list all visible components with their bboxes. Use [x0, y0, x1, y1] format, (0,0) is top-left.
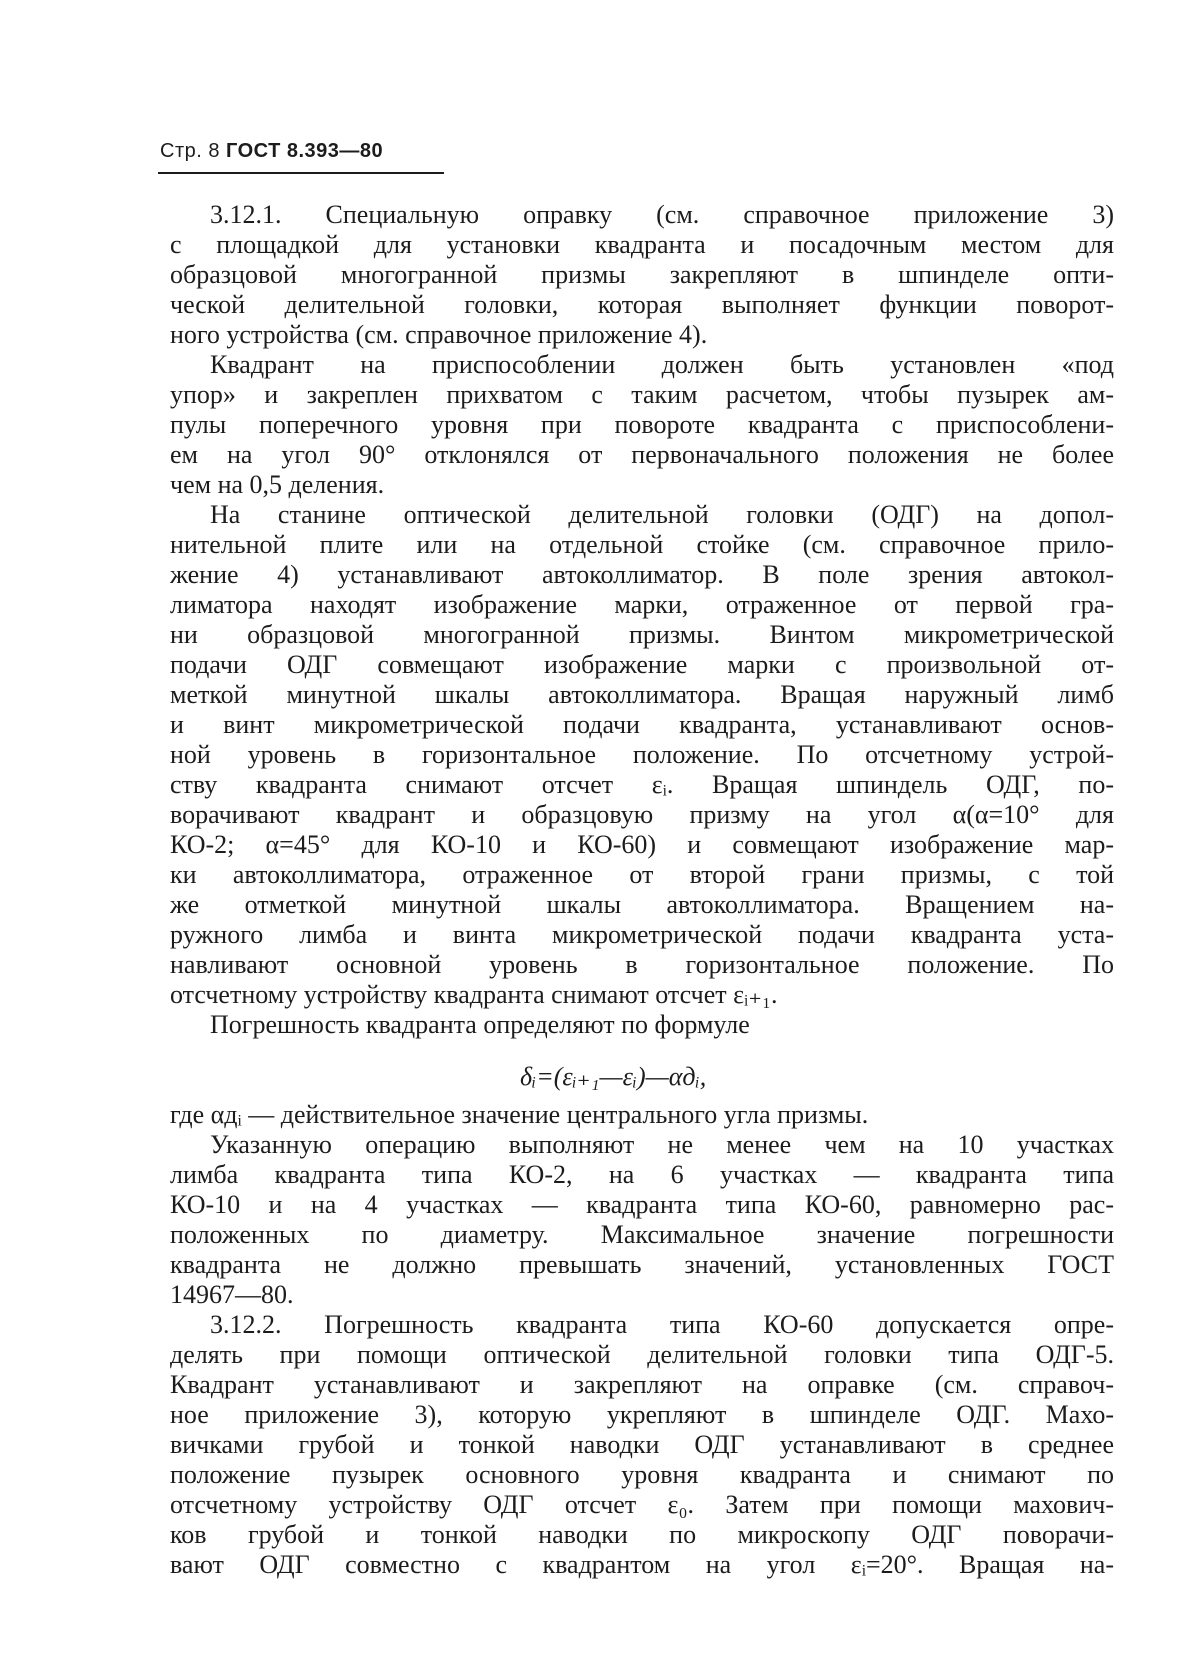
text-line: КО-2; α=45° для КО-10 и КО-60) и совмещают изображение мар-	[170, 830, 1114, 859]
text-line: подачи ОДГ совмещают изображение марки с произвольной от-	[170, 650, 1114, 679]
text-line: лимба квадранта типа КО-2, на 6 участках — квадранта типа	[170, 1160, 1114, 1189]
text-line: На станине оптической делительной головки (ОДГ) на допол-	[210, 500, 1114, 529]
text-line: жение 4) устанавливают автоколлиматор. В поле зрения автокол-	[170, 560, 1114, 589]
text-line: лиматора находят изображение марки, отраженное от первой гра-	[170, 590, 1114, 619]
text-line: меткой минутной шкалы автоколлиматора. Вращая наружный лимб	[170, 680, 1114, 709]
page-header	[160, 140, 383, 163]
text-line: ного устройства (см. справочное приложение 4).	[170, 320, 708, 349]
text-line: делять при помощи оптической делительной головки типа ОДГ-5.	[170, 1340, 1114, 1369]
text-line: вичками грубой и тонкой наводки ОДГ устанавливают в среднее	[170, 1430, 1114, 1459]
text-line: чем на 0,5 деления.	[170, 470, 385, 499]
text-line: ем на угол 90° отклонялся от первоначального положения не более	[170, 440, 1114, 469]
text-line: КО-10 и на 4 участках — квадранта типа КО-60, равномерно рас-	[170, 1190, 1114, 1219]
text-line: же отметкой минутной шкалы автоколлиматора. Вращением на-	[170, 890, 1114, 919]
text-line: ческой делительной головки, которая выполняет функции поворот-	[170, 290, 1114, 319]
text-line: с площадкой для установки квадранта и посадочным местом для	[170, 230, 1114, 259]
text-line: ков грубой и тонкой наводки по микроскопу ОДГ поворачи-	[170, 1520, 1114, 1549]
text-line: вают ОДГ совместно с квадрантом на угол εᵢ=20°. Вращая на-	[170, 1550, 1114, 1579]
text-line: отсчетному устройству квадранта снимают отсчет εᵢ₊₁.	[170, 980, 778, 1009]
text-line: упор» и закреплен прихватом с таким расчетом, чтобы пузырек ам-	[170, 380, 1114, 409]
text-line: ной уровень в горизонтальное положение. По отсчетному устрой-	[170, 740, 1114, 769]
text-line: квадранта не должно превышать значений, установленных ГОСТ	[170, 1250, 1114, 1279]
text-line: и винт микрометрической подачи квадранта, устанавливают основ-	[170, 710, 1114, 739]
text-line: положенных по диаметру. Максимальное значение погрешности	[170, 1220, 1114, 1249]
text-line: пулы поперечного уровня при повороте квадранта с приспособлени-	[170, 410, 1114, 439]
text-line: Квадрант на приспособлении должен быть установлен «под	[210, 350, 1114, 379]
page-number: Стр. 8	[160, 140, 220, 162]
text-line: образцовой многогранной призмы закрепляют в шпинделе опти-	[170, 260, 1114, 289]
text-line: Погрешность квадранта определяют по формуле	[210, 1010, 750, 1039]
text-line: Квадрант устанавливают и закрепляют на оправке (см. справоч-	[170, 1370, 1114, 1399]
text-line: ружного лимба и винта микрометрической подачи квадранта уста-	[170, 920, 1114, 949]
header-rule	[158, 172, 444, 174]
text-line: Указанную операцию выполняют не менее чем на 10 участках	[210, 1130, 1114, 1159]
text-line: ворачивают квадрант и образцовую призму на угол α(α=10° для	[170, 800, 1114, 829]
text-line: 3.12.1. Специальную оправку (см. справочное приложение 3)	[210, 200, 1114, 229]
text-line: 3.12.2. Погрешность квадранта типа КО-60 допускается опре-	[210, 1310, 1114, 1339]
formula: δᵢ=(εᵢ₊₁—εᵢ)—αдᵢ,	[520, 1062, 707, 1091]
text-line: 14967—80.	[170, 1280, 294, 1309]
body-text	[170, 200, 1114, 1580]
text-line: ки автоколлиматора, отраженное от второй грани призмы, с той	[170, 860, 1114, 889]
text-line: ни образцовой многогранной призмы. Винтом микрометрической	[170, 620, 1114, 649]
text-line: ное приложение 3), которую укрепляют в шпинделе ОДГ. Махо-	[170, 1400, 1114, 1429]
text-line: ству квадранта снимают отсчет εᵢ. Вращая шпиндель ОДГ, по-	[170, 770, 1114, 799]
text-line: где αдᵢ — действительное значение центрального угла призмы.	[170, 1100, 869, 1129]
text-line: положение пузырек основного уровня квадранта и снимают по	[170, 1460, 1114, 1489]
text-line: нительной плите или на отдельной стойке (см. справочное прило-	[170, 530, 1114, 559]
text-line: отсчетному устройству ОДГ отсчет ε₀. Затем при помощи махович-	[170, 1490, 1114, 1519]
text-line: навливают основной уровень в горизонтальное положение. По	[170, 950, 1114, 979]
standard-designation: ГОСТ 8.393—80	[226, 140, 384, 162]
